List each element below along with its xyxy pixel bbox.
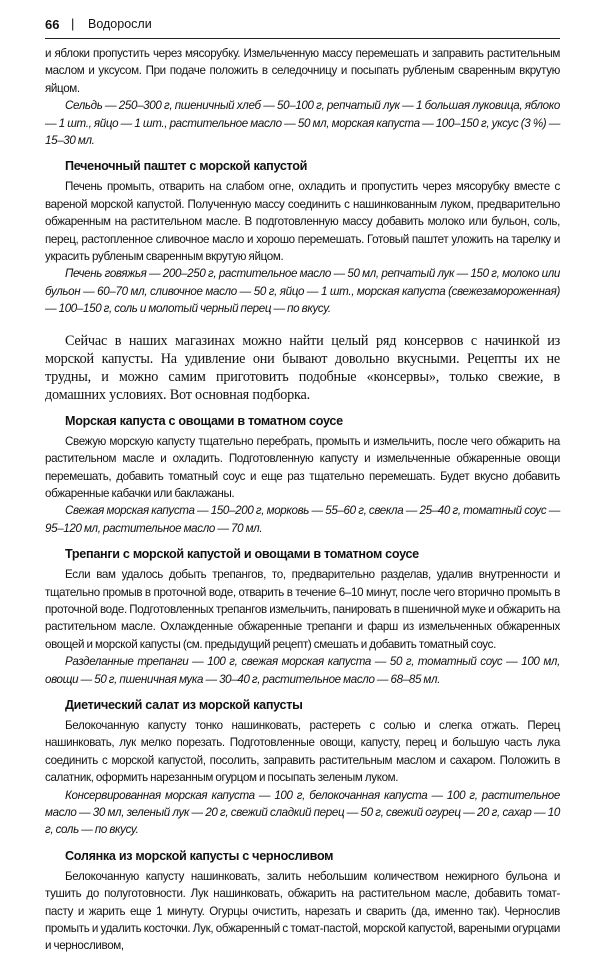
page-header: [45, 12, 560, 39]
recipe-title: Морская капуста с овощами в томатном соусе: [65, 413, 343, 428]
continuation-ingredients: Сельдь — 250–300 г, пшеничный хлеб — 50–100 г, репчатый лук — 1 большая луковица, яблоко — 1 шт., яйцо — 1 шт., растительное масло — 50 мл, морская капуста — 100–150 г, уксус (3 %) — 15–30 мл.: [45, 99, 560, 148]
recipe-ingredients: Разделанные трепанги — 100 г, свежая морская капуста — 50 г, томатный соус — 100 мл, овощи — 50 г, пшеничная мука — 30–40 г, растительное масло — 68–85 мл.: [45, 655, 560, 686]
recipe-ingredients: Печень говяжья — 200–250 г, растительное масло — 50 мл, репчатый лук — 150 г, молоко или бульон — 60–70 мл, сливочное масло — 50 г, яйцо — 1 шт., морская капуста (свежезамороженная) — 100–150 г, соль и молотый черный перец — по вкусу.: [45, 267, 560, 316]
running-title: Водоросли: [88, 17, 152, 31]
recipe-title: Трепанги с морской капустой и овощами в томатном соусе: [65, 547, 419, 562]
page-content: [45, 45, 560, 955]
recipe-title: Диетический салат из морской капусты: [65, 697, 303, 712]
recipe-text: Если вам удалось добыть трепангов, то, предварительно разделав, удалив внутренности и тщательно промыв в проточной воде, отварить в течение 6–10 минут, после чего вторично промыть в проточной воде. Подготовленных трепангов измельчить, панировать в пшеничной муке и обжарить на растительном масле. Охлажденные обжаренные трепанги и фарш из измельченных обжаренных овощей и морской капусты (см. предыдущий рецепт) смешать и добавить томатный соус.: [45, 568, 560, 651]
header-separator: |: [71, 16, 75, 31]
recipe-text: Свежую морскую капусту тщательно перебрать, промыть и измельчить, после чего обжарить на растительном масле и охладить. Подготовленную капусту и измельченные обжаренные овощи перемешать, добавить томатный соус и еще раз тщательно перемешать. Будет вкусно добавить обжаренные кабачки или баклажаны.: [45, 434, 560, 500]
recipe-text: Белокочанную капусту нашинковать, залить небольшим количеством нежирного бульона и тушить до полуготовности. Лук нашинковать, обжарить на растительном масле, добавить томат-пасту и жарить еще 1 минуту. Огурцы очистить, нарезать и сварить (да, именно так). Чернослив промыть и удалить косточки. Лук, обжаренный с томат-пастой, морской капустой, вареными огурцами и черносливом,: [45, 869, 560, 953]
recipe-ingredients: Свежая морская капуста — 150–200 г, морковь — 55–60 г, свекла — 25–40 г, томатный соус — 95–120 мл, растительное масло — 70 мл.: [45, 504, 560, 535]
recipe-text: Печень промыть, отварить на слабом огне, охладить и пропустить через мясорубку вместе с вареной морской капустой. Полученную массу соединить с нашинкованным луком, предварительно обжаренным на растительном масле. В подготовленную массу добавить молоко или бульон, соль, перец, растопленное сливочное масло и хорошо перемешать. Готовый паштет уложить на тарелку и украсить рубленым сваренным вкрутую яйцом.: [45, 180, 560, 264]
page-number: 66: [45, 17, 60, 32]
recipe-title: Печеночный паштет с морской капустой: [65, 159, 308, 174]
intro-paragraph: Сейчас в наших магазинах можно найти целый ряд консервов с начинкой из морской капусты. На удивление они бывают довольно вкусными. Рецепты их не трудны, и можно самим приготовить подобные «консервы», только свежие, в домашних условиях. Вот основная подборка.: [45, 332, 560, 403]
recipe-text: Белокочанную капусту тонко нашинковать, растереть с солью и слегка отжать. Перец нашинковать, лук мелко порезать. Подготовленные овощи, капусту, перец и большую часть лука соединить с морской капустой, посолить, заправить растительным маслом и сахаром. Положить в салатник, оформить нарезанным огурцом и посыпать зеленым луком.: [45, 718, 560, 785]
continuation-text: и яблоки пропустить через мясорубку. Измельченную массу перемешать и заправить растительным маслом и уксусом. При подаче положить в селедочницу и посыпать рубленым сваренным вкрутую яйцом.: [45, 47, 560, 95]
recipe-title: Солянка из морской капусты с черносливом: [65, 848, 334, 863]
recipe-ingredients: Консервированная морская капуста — 100 г, белокочанная капуста — 100 г, растительное масло — 30 мл, зеленый лук — 20 г, свежий сладкий перец — 50 г, свежий огурец — 20 г, сахар — 10 г, соль — по вкусу.: [45, 788, 560, 837]
